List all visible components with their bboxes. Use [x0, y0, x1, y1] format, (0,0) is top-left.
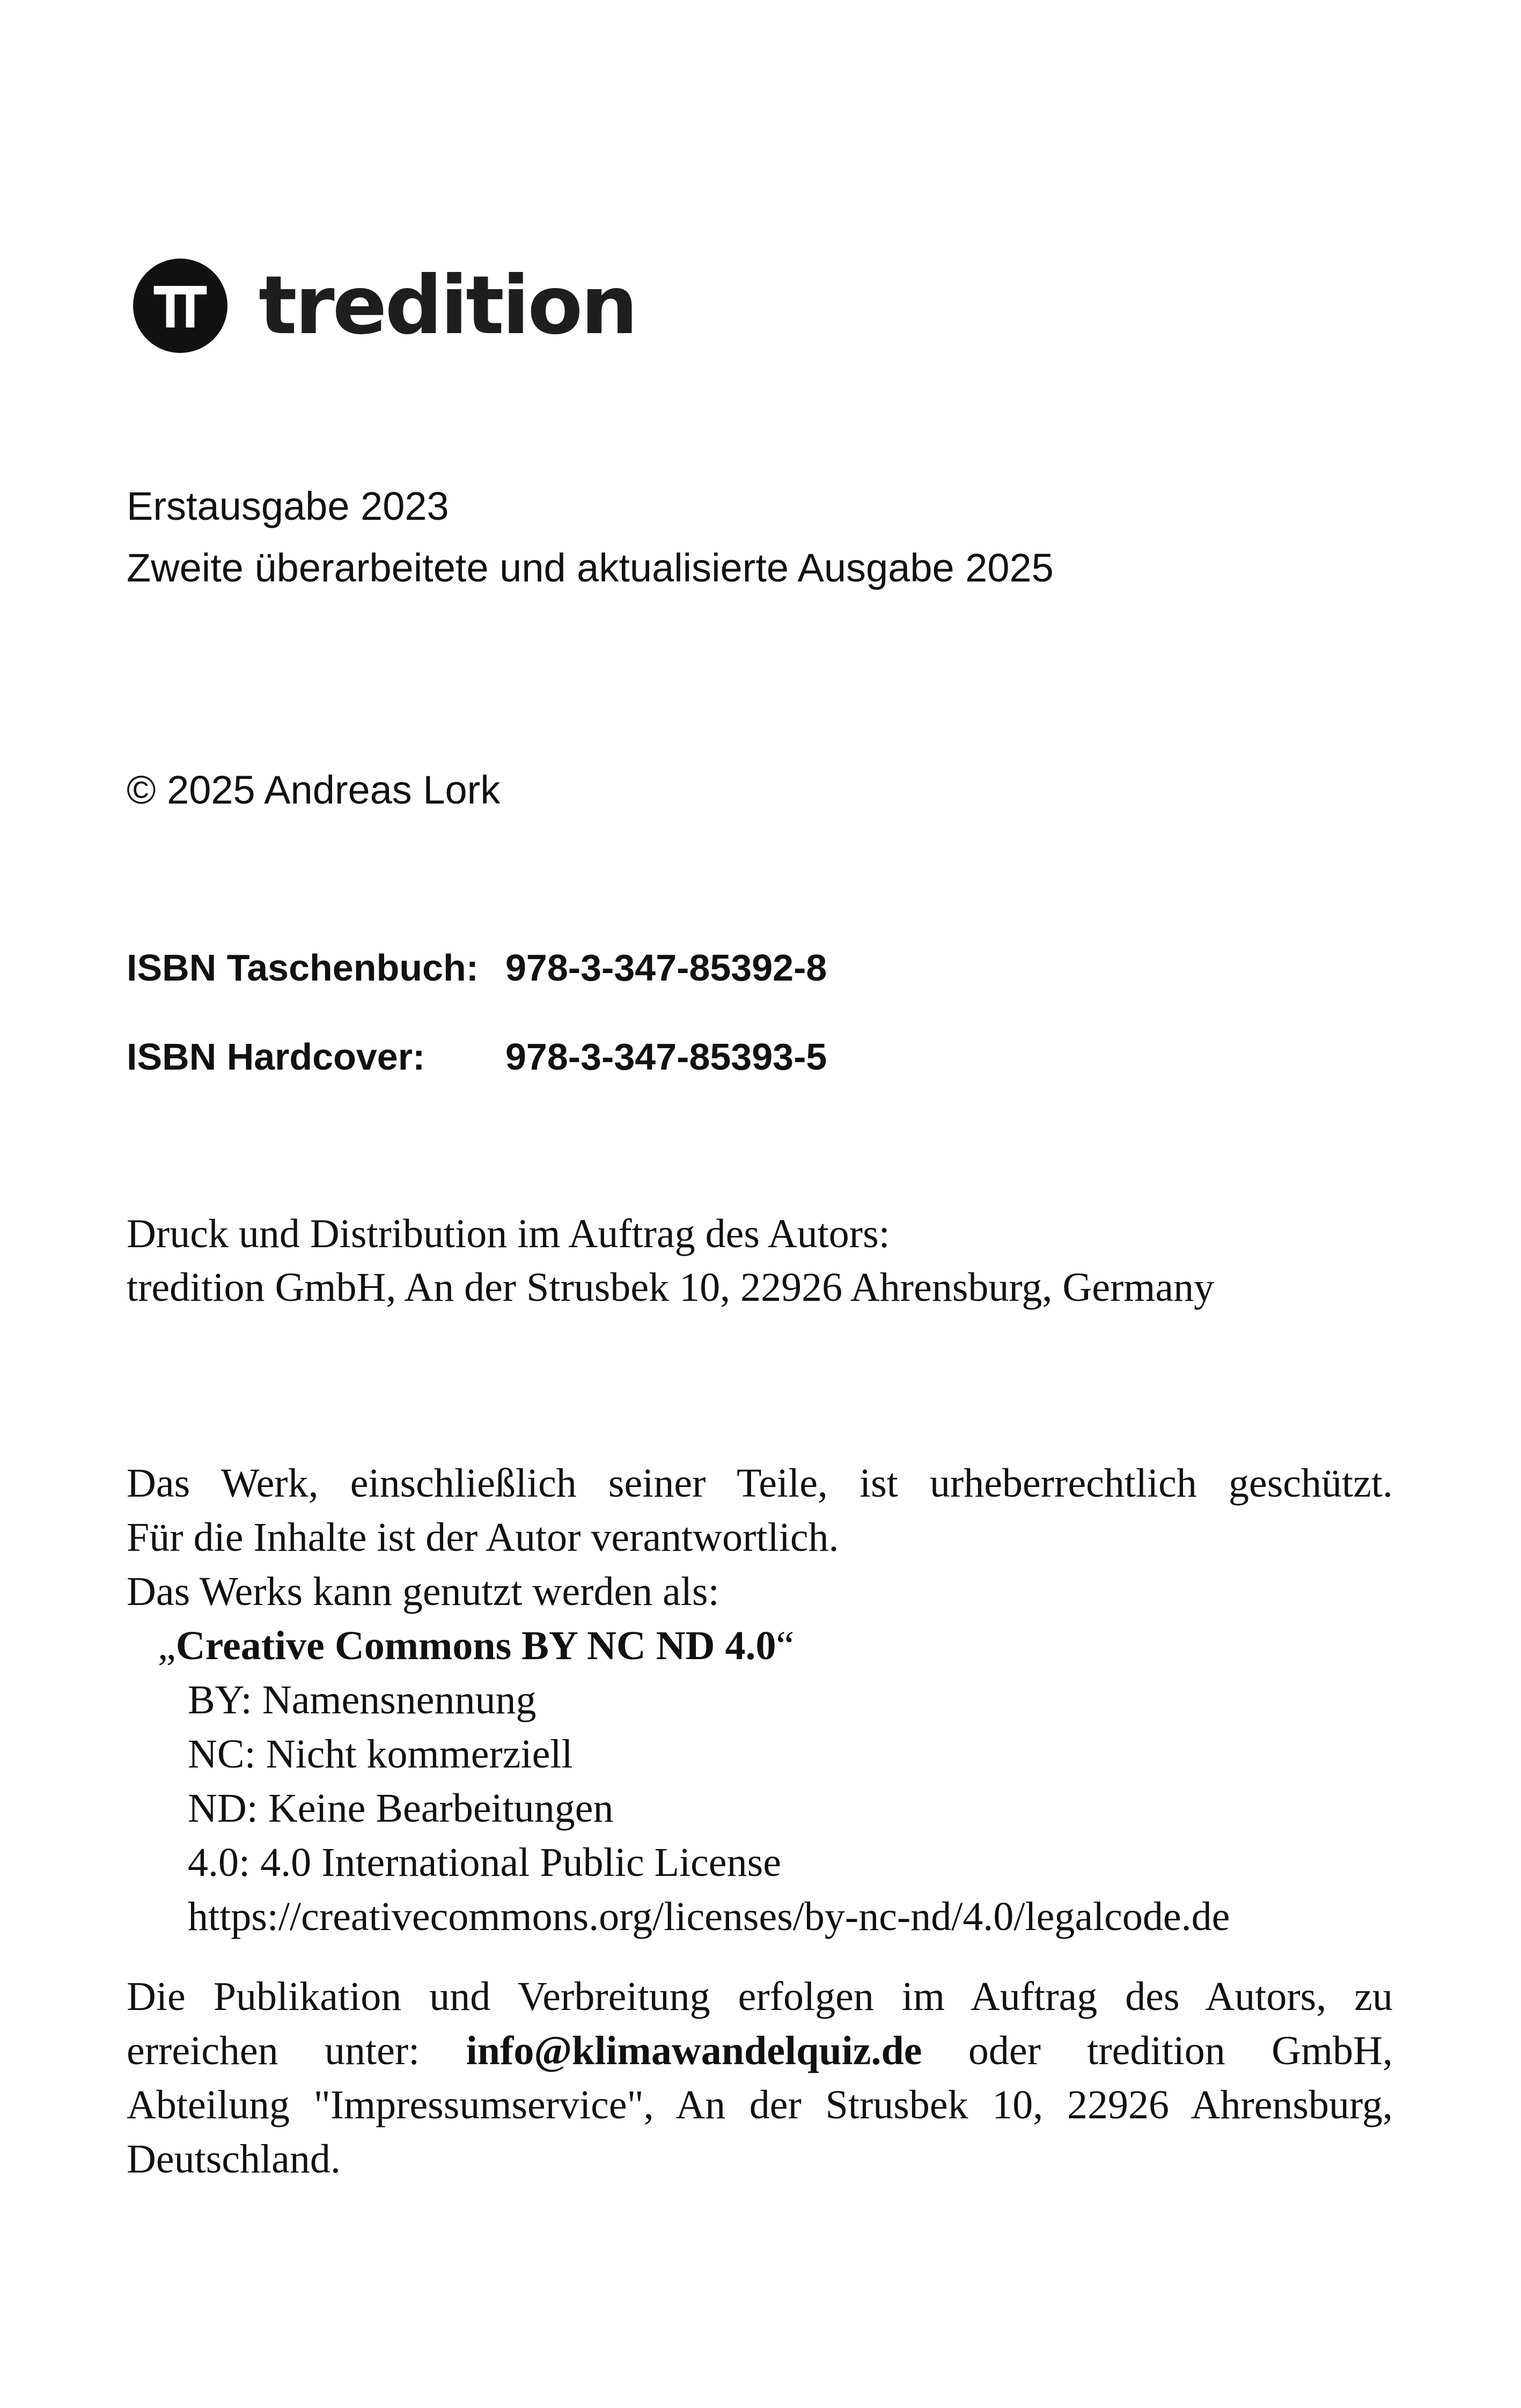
second-edition: Zweite überarbeitete und aktualisierte Ausgabe 2025: [127, 546, 1054, 590]
publication-line-3: Abteilung "Impressumservice", An der Strusbek 10, 22926 Ahrensburg,: [127, 2082, 1393, 2127]
license-term-by: BY: Namensnennung: [188, 1677, 537, 1722]
copyright-notice: © 2025 Andreas Lork: [127, 768, 501, 812]
license-name: Creative Commons BY NC ND 4.0: [175, 1623, 776, 1668]
isbn-hardcover: [127, 1038, 878, 1076]
license-term-nd: ND: Keine Bearbeitungen: [188, 1786, 614, 1831]
printing-line-2: tredition GmbH, An der Strusbek 10, 22926 Ahrensburg, Germany: [127, 1265, 1215, 1310]
contact-email[interactable]: info@klimawandelquiz.de: [466, 2028, 922, 2073]
license-url[interactable]: https://creativecommons.org/licenses/by-nc-nd/4.0/legalcode.de: [188, 1894, 1230, 1939]
license-open-quote: „: [158, 1623, 176, 1668]
isbn-hardcover-value: 978-3-347-85393-5: [505, 1036, 827, 1078]
publication-block: [127, 1970, 1393, 2186]
rights-block: [127, 1456, 1393, 1944]
isbn-paperback-value: 978-3-347-85392-8: [505, 947, 827, 989]
license-title: [127, 1619, 1393, 1673]
rights-line-1: Das Werk, einschließlich seiner Teile, ist urheberrechtlich geschützt.: [127, 1461, 1393, 1506]
isbn-paperback-label: ISBN Taschenbuch:: [127, 947, 479, 989]
license-term-version: 4.0: 4.0 International Public License: [188, 1840, 781, 1885]
tredition-logo-icon: [133, 259, 227, 353]
publication-line-4: Deutschland.: [127, 2137, 341, 2182]
rights-line-2: Für die Inhalte ist der Autor verantwortlich.: [127, 1515, 839, 1560]
logo-wordmark: tredition: [259, 259, 636, 352]
isbn-paperback: [127, 947, 878, 989]
publication-line-2: [127, 2024, 1393, 2078]
license-term-nc: NC: Nicht kommerziell: [188, 1732, 573, 1777]
isbn-hardcover-label: ISBN Hardcover:: [127, 1036, 425, 1078]
publication-line-1: Die Publikation und Verbreitung erfolgen im Auftrag des Autors, zu: [127, 1974, 1393, 2019]
rights-line-3: Das Werks kann genutzt werden als:: [127, 1569, 719, 1614]
publication-line-2-suffix: oder tredition GmbH,: [922, 2028, 1393, 2073]
tredition-logo: [133, 257, 636, 354]
license-close-quote: “: [776, 1623, 795, 1668]
publication-line-2-prefix: erreichen unter:: [127, 2028, 466, 2073]
first-edition: Erstausgabe 2023: [127, 484, 449, 528]
printing-line-1: Druck und Distribution im Auftrag des Autors:: [127, 1211, 890, 1256]
